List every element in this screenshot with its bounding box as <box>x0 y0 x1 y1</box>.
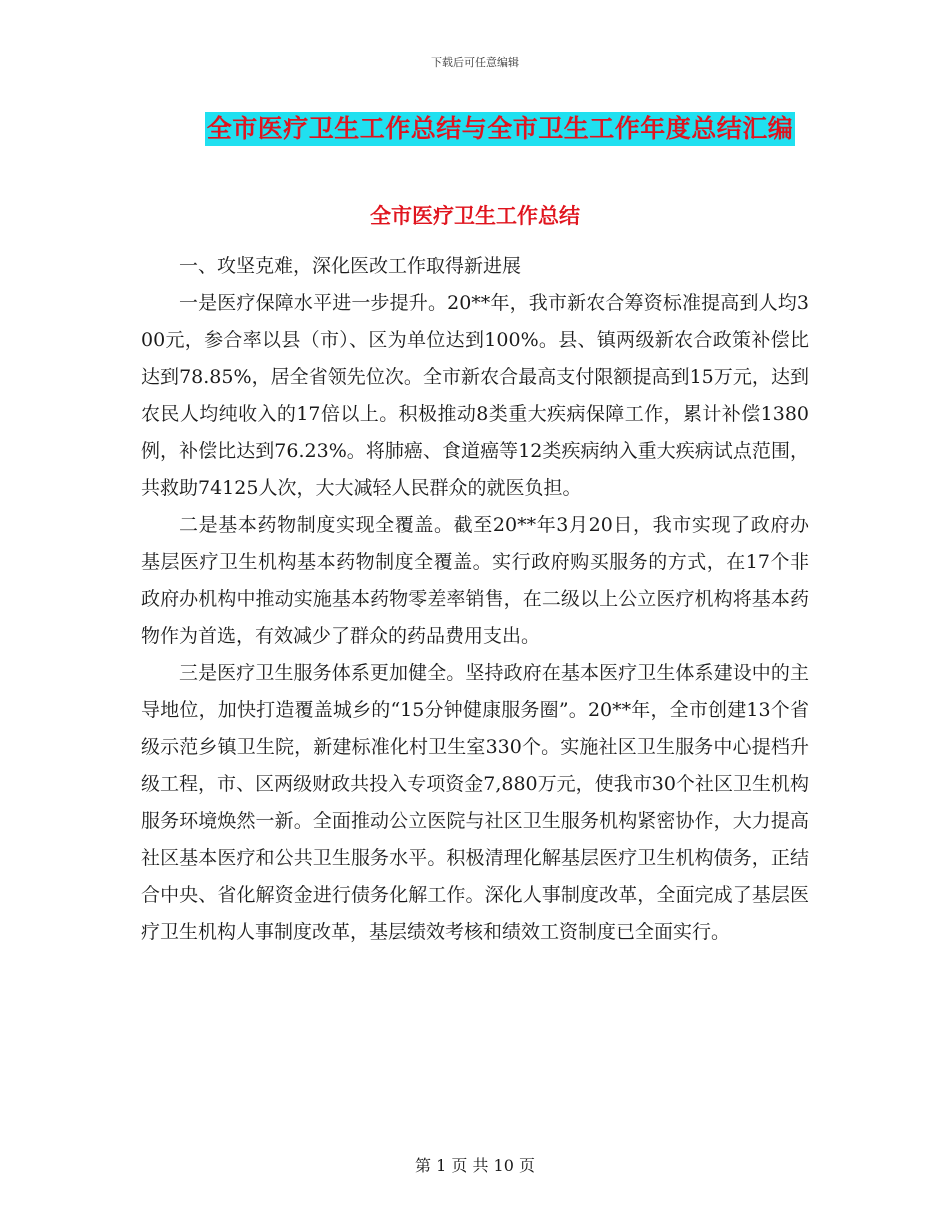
document-title-container <box>0 112 950 146</box>
page-header-note: 下载后可任意编辑 <box>431 56 519 69</box>
page-number-footer: 第 1 页 共 10 页 <box>415 1156 535 1175</box>
body-paragraph: 三是医疗卫生服务体系更加健全。坚持政府在基本医疗卫生体系建设中的主导地位，加快打造覆盖城乡的“15分钟健康服务圈”。20**年，全市创建13个省级示范乡镇卫生院，新建标准化村卫生室330个。实施社区卫生服务中心提档升级工程，市、区两级财政共投入专项资金7,880万元，使我市30个社区卫生机构服务环境焕然一新。全面推动公立医院与社区卫生服务机构紧密协作，大力提高社区基本医疗和公共卫生服务水平。积极清理化解基层医疗卫生机构债务，正结合中央、省化解资金进行债务化解工作。深化人事制度改革，全面完成了基层医疗卫生机构人事制度改革，基层绩效考核和绩效工资制度已全面实行。 <box>141 662 809 943</box>
document-title: 全市医疗卫生工作总结与全市卫生工作年度总结汇编 <box>205 112 796 146</box>
body-paragraph: 一是医疗保障水平进一步提升。20**年，我市新农合筹资标准提高到人均300元，参合率以县（市）、区为单位达到100%。县、镇两级新农合政策补偿比达到78.85%，居全省领先位次。全市新农合最高支付限额提高到15万元，达到农民人均纯收入的17倍以上。积极推动8类重大疾病保障工作，累计补偿1380例，补偿比达到76.23%。将肺癌、食道癌等12类疾病纳入重大疾病试点范围，共救助74125人次，大大减轻人民群众的就医负担。 <box>141 292 809 499</box>
document-body <box>141 248 809 951</box>
section-heading-paragraph: 一、攻坚克难，深化医改工作取得新进展 <box>179 255 522 277</box>
body-paragraph: 二是基本药物制度实现全覆盖。截至20**年3月20日，我市实现了政府办基层医疗卫生机构基本药物制度全覆盖。实行政府购买服务的方式，在17个非政府办机构中推动实施基本药物零差率销售，在二级以上公立医疗机构将基本药物作为首选，有效减少了群众的药品费用支出。 <box>141 514 809 647</box>
section-title: 全市医疗卫生工作总结 <box>370 204 580 228</box>
